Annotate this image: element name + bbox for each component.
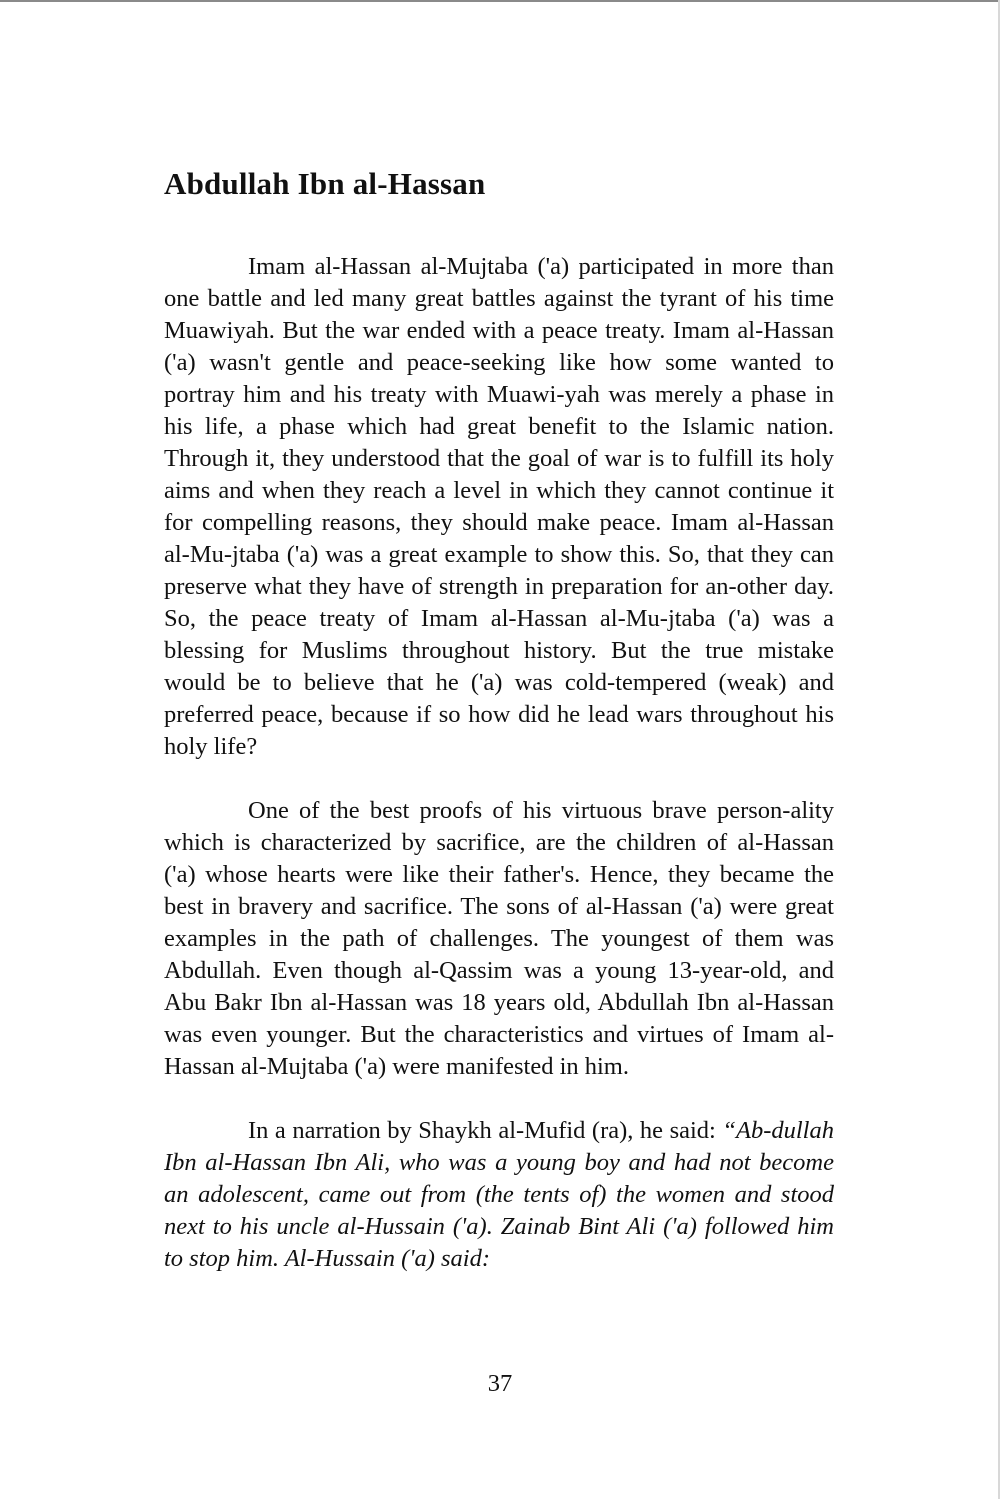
chapter-title: Abdullah Ibn al-Hassan: [164, 166, 486, 201]
body-paragraph-1: Imam al-Hassan al-Mujtaba ('a) participated in more than one battle and led many great battles against the tyrant of his time Muawiyah. But the war ended with a peace treaty. Imam al-Hassan ('a) wasn't gentle and peace-seeking like how some wanted to portray him and his treaty with Muawi-yah was merely a phase in his life, a phase which had great benefit to the Islamic nation. Through it, they understood that the goal of war is to fulfill its holy aims and when they reach a level in which they cannot continue it for compelling reasons, they should make peace. Imam al-Hassan al-Mu-jtaba ('a) was a great example to show this. So, that they can preserve what they have of strength in preparation for an-other day. So, the peace treaty of Imam al-Hassan al-Mu-jtaba ('a) was a blessing for Muslims throughout history. But the true mistake would be to believe that he ('a) was cold-tempered (weak) and preferred peace, because if so how did he lead wars throughout his holy life?: [164, 253, 834, 760]
page-number: 37: [487, 1370, 513, 1397]
page-top-border: [0, 0, 1000, 2]
page-body: [164, 160, 834, 1275]
narration-quote: “Ab-dullah Ibn al-Hassan Ibn Ali, who was a young boy and had not become an adolescent, came out from (the tents of) the women and stood next to his uncle al-Hussain ('a). Zainab Bint Ali ('a) followed him to stop him. Al-Hussain ('a) said:: [164, 1117, 834, 1272]
narration-paragraph: [164, 1115, 834, 1275]
narration-intro: In a narration by Shaykh al-Mufid (ra), he said:: [248, 1117, 723, 1144]
body-paragraph-2: One of the best proofs of his virtuous brave person-ality which is characterized by sacrifice, are the children of al-Hassan ('a) whose hearts were like their father's. Hence, they became the best in bravery and sacrifice. The sons of al-Hassan ('a) were great examples in the path of challenges. The youngest of them was Abdullah. Even though al-Qassim was a young 13-year-old, and Abu Bakr Ibn al-Hassan was 18 years old, Abdullah Ibn al-Hassan was even younger. But the characteristics and virtues of Imam al-Hassan al-Mujtaba ('a) were manifested in him.: [164, 797, 834, 1080]
